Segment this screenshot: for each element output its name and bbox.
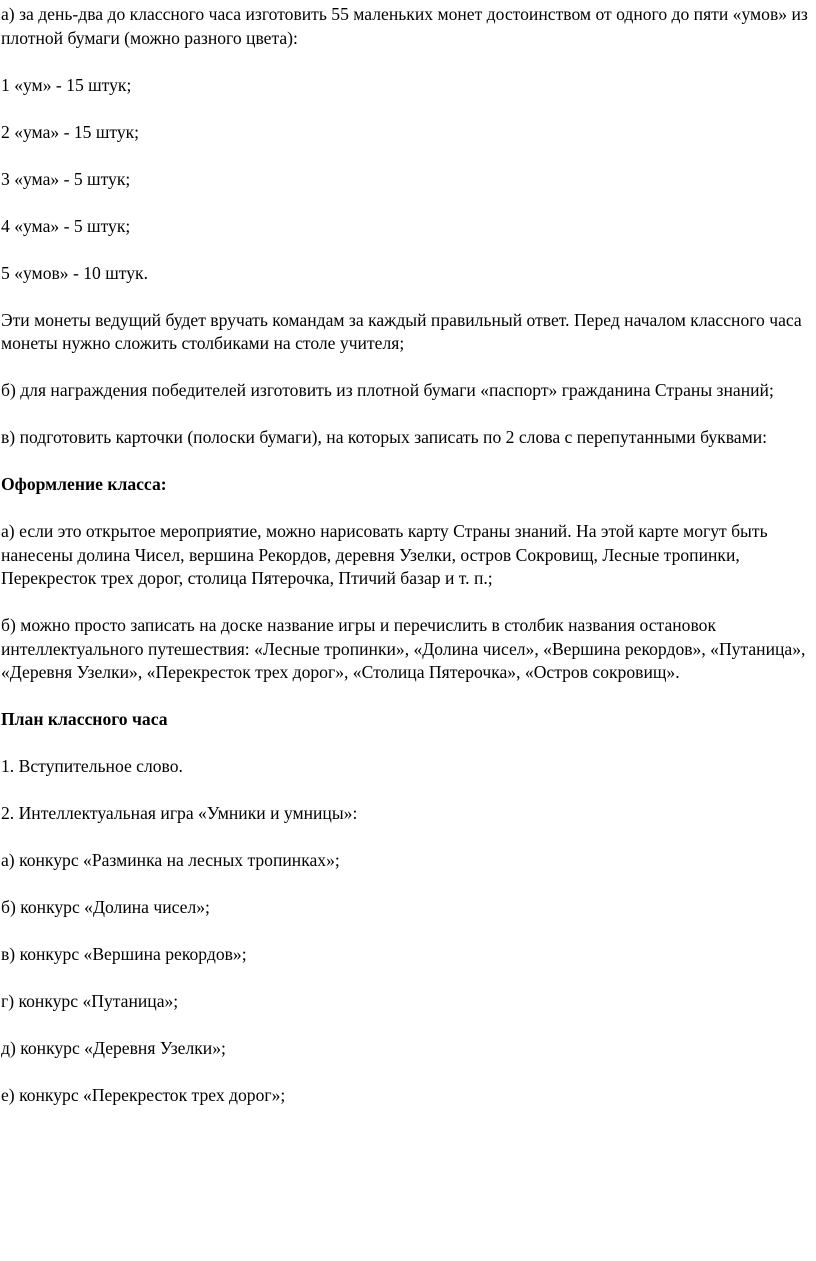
plan-item-game: 2. Интеллектуальная игра «Умники и умницы»: — [1, 803, 358, 823]
plan-item-intro: 1. Вступительное слово. — [1, 756, 183, 776]
plan-item-confusion: г) конкурс «Путаница»; — [1, 991, 179, 1011]
paragraph-coins-prep: а) за день-два до классного часа изготовить 55 маленьких монет достоинством от одного до пяти «умов» из плотной бумаги (можно разного цвета): — [1, 4, 808, 48]
paragraph-coins-usage: Эти монеты ведущий будет вручать командам за каждый правильный ответ. Перед началом классного часа монеты нужно сложить столбиками на столе учителя; — [1, 309, 802, 353]
list-item-coin-2: 2 «ума» - 15 штук; — [1, 121, 140, 142]
plan-item-numbers-valley: б) конкурс «Долина чисел»; — [1, 897, 210, 917]
heading-class-decoration: Оформление класса: — [1, 474, 167, 494]
list-item-coin-5: 5 «умов» - 10 штук. — [1, 262, 148, 283]
plan-item-knots-village: д) конкурс «Деревня Узелки»; — [1, 1038, 226, 1058]
heading-plan: План классного часа — [1, 709, 168, 729]
plan-item-warmup: а) конкурс «Разминка на лесных тропинках»; — [1, 850, 340, 870]
paragraph-cards: в) подготовить карточки (полоски бумаги), на которых записать по 2 слова с перепутанными буквами: — [1, 427, 768, 447]
list-item-coin-4: 4 «ума» - 5 штук; — [1, 215, 131, 236]
plan-item-crossroads: е) конкурс «Перекресток трех дорог»; — [1, 1085, 286, 1105]
paragraph-board: б) можно просто записать на доске название игры и перечислить в столбик названия остановок интеллектуального путешествия: «Лесные тропинки», «Долина чисел», «Вершина рекордов», «Путаница», «Деревня Узелки», «Перекресток трех дорог», «Столица Пятерочка», «Остров сокровищ». — [1, 615, 806, 682]
plan-item-records-peak: в) конкурс «Вершина рекордов»; — [1, 944, 247, 964]
list-item-coin-3: 3 «ума» - 5 штук; — [1, 168, 131, 189]
list-item-coin-1: 1 «ум» - 15 штук; — [1, 74, 132, 95]
paragraph-map: а) если это открытое мероприятие, можно нарисовать карту Страны знаний. На этой карте могут быть нанесены долина Чисел, вершина Рекордов, деревня Узелки, остров Сокровищ, Лесные тропинки, Перекресток трех дорог, столица Пятерочка, Птичий базар и т. п.; — [1, 521, 768, 588]
paragraph-passport: б) для награждения победителей изготовить из плотной бумаги «паспорт» гражданина Страны знаний; — [1, 380, 774, 400]
